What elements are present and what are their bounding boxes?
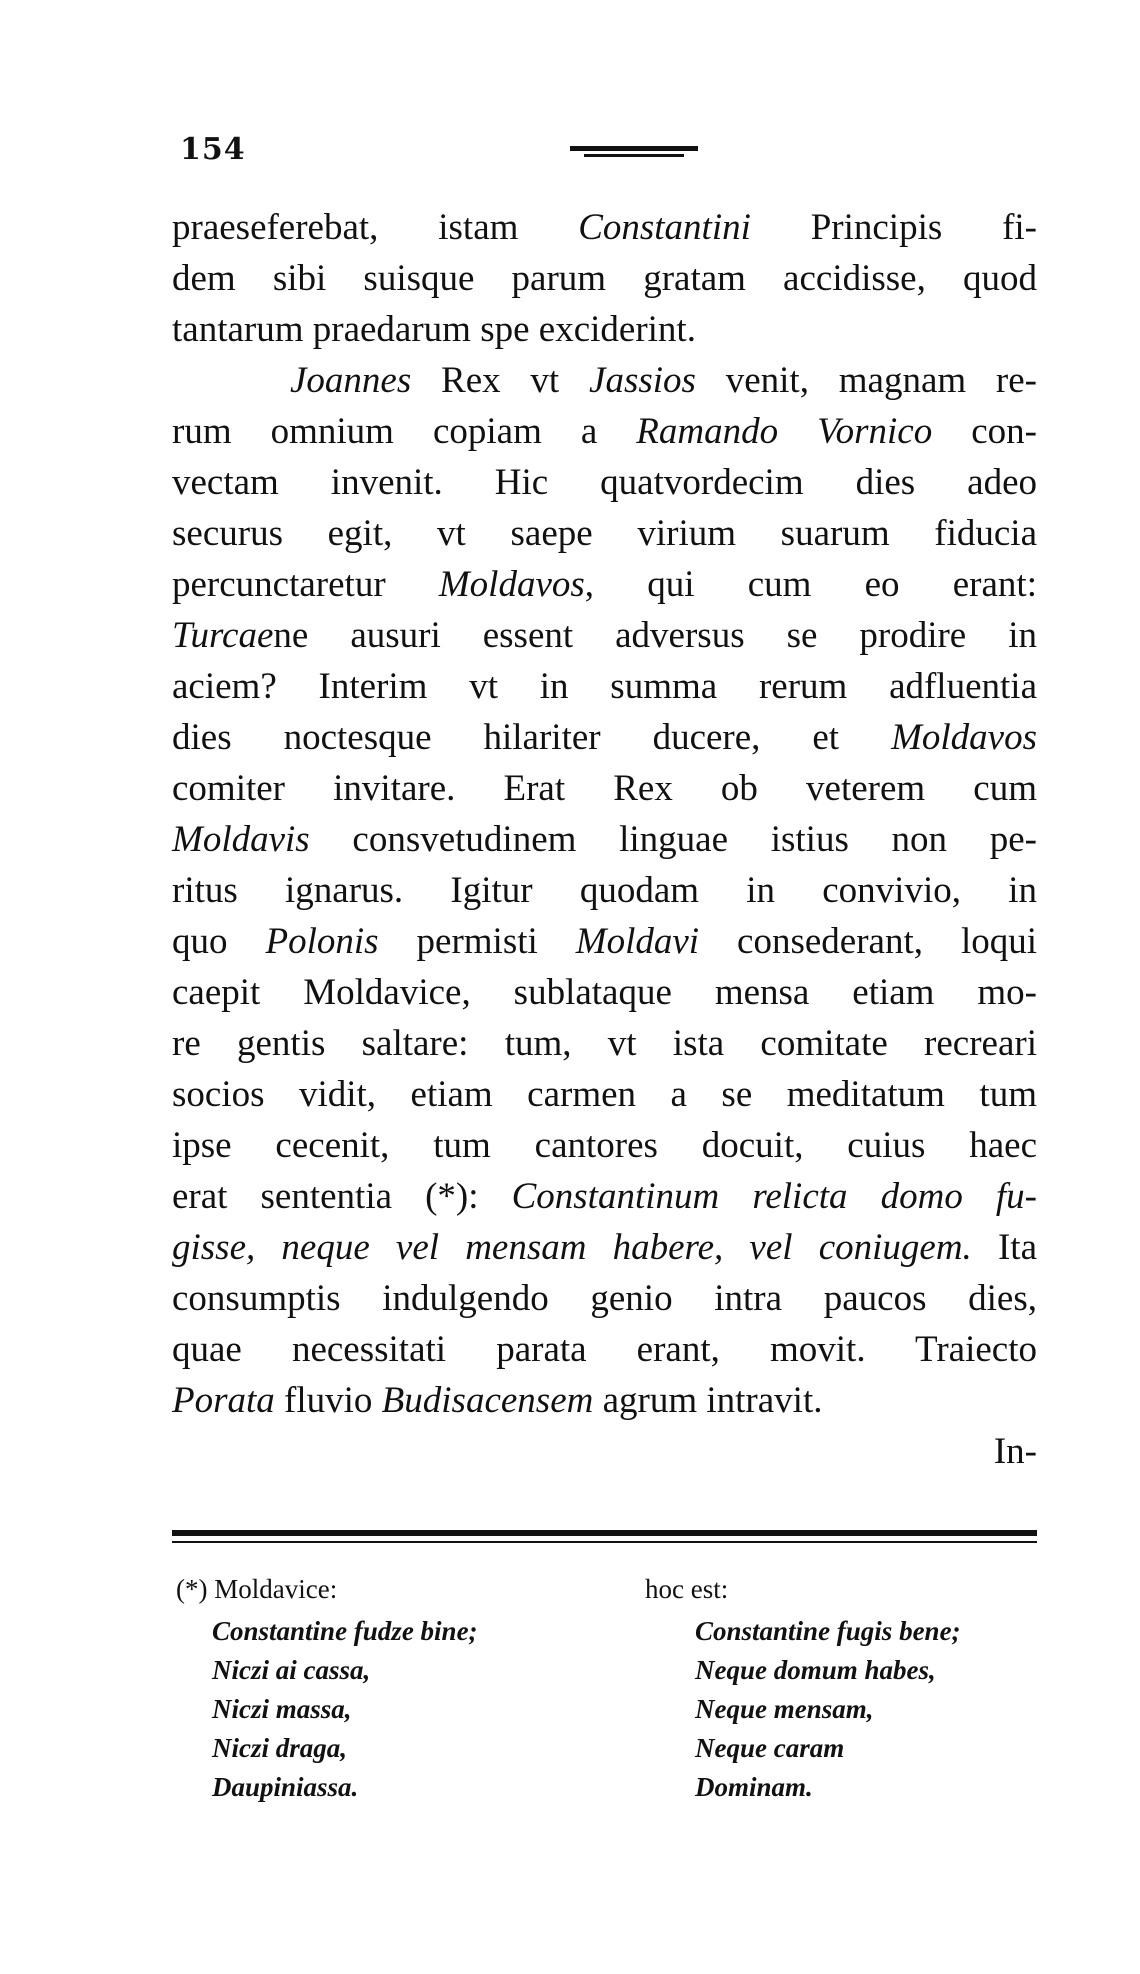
verse-line: Niczi draga, [212,1733,347,1763]
text-segment: erat sententia (*): [172,1176,512,1217]
italic-segment: Polonis [265,921,379,962]
catchword: In- [993,1431,1037,1472]
text-line [172,406,1037,457]
text-segment: re gentis saltare: tum, vt ista comitate recreari [172,1023,1037,1064]
text-segment: dem sibi suisque parum gratam accidisse, quod [172,258,1037,299]
text-segment: ritus ignarus. Igitur quodam in convivio, in [172,870,1037,911]
text-line [172,1324,1037,1375]
italic-segment: Joannes [290,360,412,401]
text-line [172,661,1037,712]
text-line [172,712,1037,763]
verse-line: Neque caram [695,1733,845,1763]
text-segment: quo [172,921,266,962]
text-line [172,1018,1037,1069]
italic-segment: Moldavos [438,564,585,605]
footnote-rule-thin [172,1541,1037,1543]
footnote-heading-translation: hoc est: [645,1574,729,1604]
text-segment: Principis fi- [750,207,1037,248]
text-line [172,202,1037,253]
italic-segment: Constantinum relicta domo fu- [511,1176,1038,1217]
text-line [172,253,1037,304]
italic-segment: Ramando Vornico [636,411,933,452]
text-segment: caepit Moldavice, sublataque mensa etiam mo- [172,972,1037,1013]
text-segment: socios vidit, etiam carmen a se meditatum tum [172,1074,1037,1115]
text-segment: dies noctesque hilariter ducere, et [172,717,892,758]
verse-line: Daupiniassa. [212,1772,359,1802]
text-line [172,865,1037,916]
footnote-original [176,1570,616,1807]
text-segment: ipse cecenit, tum cantores docuit, cuius haec [172,1125,1037,1166]
text-segment: rum omnium copiam a [172,411,637,452]
text-line [172,304,1037,355]
verse-line: Constantine fudze bine; [212,1616,478,1646]
text-segment: con- [932,411,1037,452]
text-line [172,967,1037,1018]
text-segment: venit, magnam re- [695,360,1037,401]
verse-line: Neque mensam, [695,1694,874,1724]
italic-segment: gisse, neque vel mensam habere, vel coniugem. [172,1227,972,1268]
footnote-rule [172,1530,1037,1536]
text-segment: Ita [971,1227,1037,1268]
text-line [172,457,1037,508]
verse-line: Niczi massa, [212,1694,352,1724]
text-line [172,1273,1037,1324]
verse-line: Neque domum habes, [695,1655,936,1685]
text-line [172,763,1037,814]
text-segment: Rex vt [411,360,590,401]
text-segment: tantarum praedarum spe exciderint. [172,309,696,350]
footnote-heading-original: (*) Moldavice: [176,1574,338,1604]
italic-segment: Moldavos [891,717,1037,758]
italic-segment: Moldavi [575,921,700,962]
text-line [172,814,1037,865]
italic-segment: Turcae [172,615,274,656]
text-line [172,610,1037,661]
text-segment: consvetudinem linguae istius non pe- [309,819,1037,860]
text-line [172,916,1037,967]
text-line [172,1069,1037,1120]
text-segment: vectam invenit. Hic quatvordecim dies adeo [172,462,1037,503]
body-text [172,202,1037,1477]
header-ornament [570,146,698,158]
text-segment: ne ausuri essent adversus se prodire in [273,615,1037,656]
text-line [172,559,1037,610]
verse-line: Niczi ai cassa, [212,1655,371,1685]
text-segment: quae necessitati parata erant, movit. Traiecto [172,1329,1037,1370]
text-segment: aciem? Interim vt in summa rerum adfluentia [172,666,1037,707]
text-segment: permisti [378,921,576,962]
verse-line: Dominam. [695,1772,813,1802]
text-segment: comiter invitare. Erat Rex ob veterem cum [172,768,1037,809]
text-line [172,1120,1037,1171]
text-line [172,1222,1037,1273]
text-segment: , qui cum eo erant: [584,564,1037,605]
text-segment: consederant, loqui [699,921,1038,962]
italic-segment: Porata [172,1380,275,1421]
text-line [172,1375,1037,1426]
italic-segment: Moldavis [172,819,310,860]
italic-segment: Constantini [578,207,751,248]
text-segment: percunctaretur [172,564,439,605]
text-segment: praeseferebat, istam [172,207,579,248]
text-segment: fluvio [274,1380,382,1421]
text-line [172,355,1037,406]
text-line [172,1171,1037,1222]
text-segment: securus egit, vt saepe virium suarum fiducia [172,513,1037,554]
italic-segment: Jassios [589,360,696,401]
text-line [172,508,1037,559]
page-number: 154 [180,132,246,167]
text-segment: agrum intravit. [593,1380,823,1421]
text-segment: consumptis indulgendo genio intra paucos dies, [172,1278,1037,1319]
verse-line: Constantine fugis bene; [695,1616,961,1646]
italic-segment: Budisacensem [381,1380,594,1421]
footnote-translation [645,1570,1045,1807]
